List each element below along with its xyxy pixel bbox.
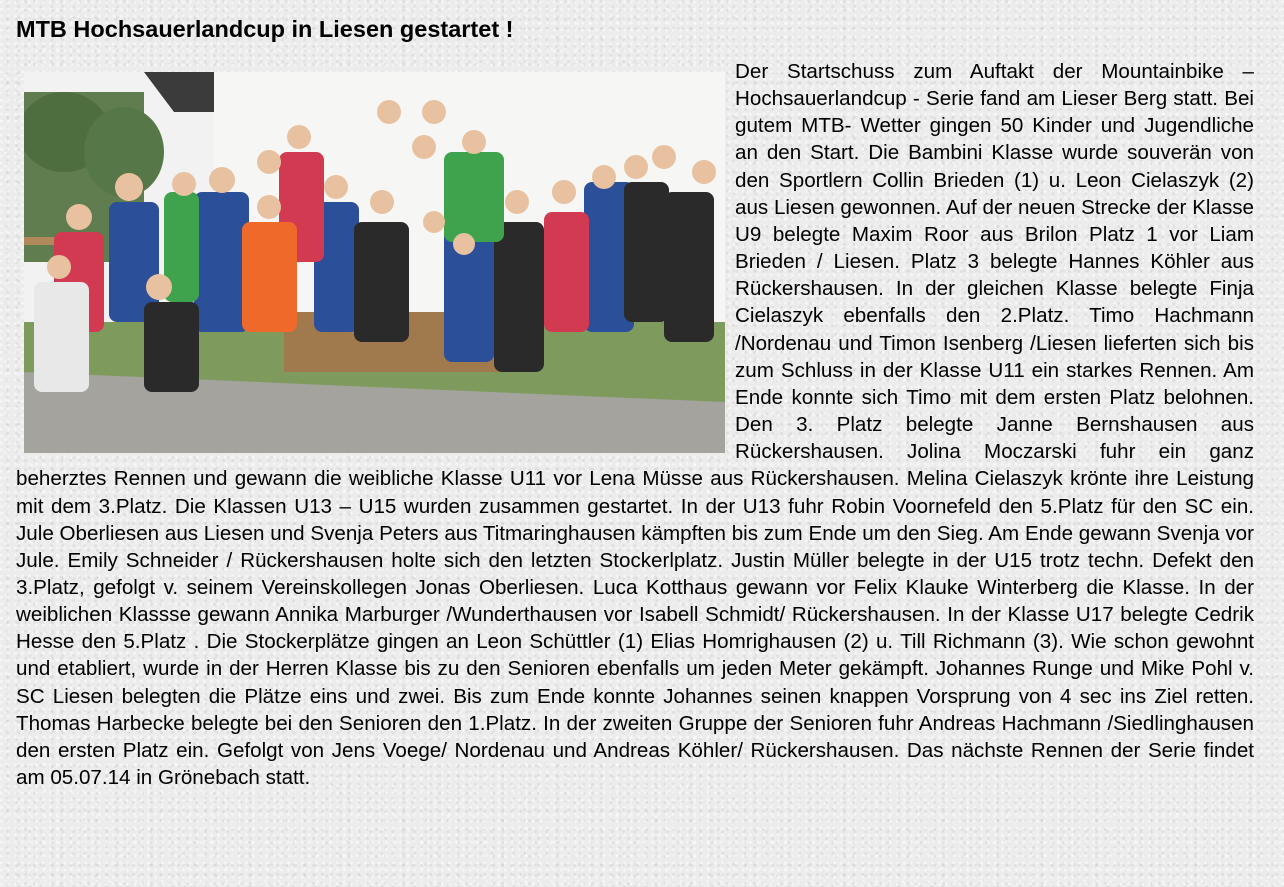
- group-photo: [24, 72, 725, 453]
- article-title: MTB Hochsauerlandcup in Liesen gestartet !: [16, 16, 514, 42]
- article-body: Der Startschuss zum Auftakt der Mountainbike – Hochsauerlandcup - Serie fand am Lieser Berg statt. Bei gutem MTB- Wetter gingen 50 Kinder und Jugendliche an den Start. Die Bambini Klasse wurde souverän von den Sportlern Collin Brieden (1) u. Leon Cielaszyk (2) aus Liesen gewonnen. Auf der neuen Strecke der Klasse U9 belegte Maxim Roor aus Brilon Platz 1 vor Liam Brieden / Liesen. Platz 3 belegte Hannes Köhler aus Rückershausen. In der gleichen Klasse belegte Finja Cielaszyk ebenfalls den 2.Platz. Timo Hachmann /Nordenau und Timon Isenberg /Liesen lieferten sich bis zum Schluss in der Klasse U11 ein starkes Rennen. Am Ende konnte sich Timo mit dem ersten Platz belohnen. Den 3. Platz belegte Janne Bernshausen aus Rückershausen. Jolina Moczarski fuhr ein ganz beherztes Rennen und gewann die weibliche Klasse U11 vor Lena Müsse aus Rückershausen. Melina Cielaszyk krönte ihre Leistung mit dem 3.Platz. Die Klassen U13 – U15 wurden zusammen gestartet. In der U13 fuhr Robin Voornefeld den 5.Platz für den SC ein. Jule Oberliesen aus Liesen und Svenja Peters aus Titmaringhausen kämpften bis zum Ende um den Sieg. Am Ende gewann Svenja vor Jule. Emily Schneider / Rückershausen holte sich den letzten Stockerlplatz. Justin Müller belegte in der U15 trotz techn. Defekt den 3.Platz, gefolgt v. seinem Vereinskollegen Jonas Oberliesen. Luca Kotthaus gewann vor Felix Klauke Winterberg die Klasse. In der weiblichen Klassse gewann Annika Marburger /Wunderthausen vor Isabell Schmidt/ Rückershausen. In der Klasse U17 belegte Cedrik Hesse den 5.Platz . Die Stockerplätze gingen an Leon Schüttler (1) Elias Homrighausen (2) u. Till Richmann (3). Wie schon gewohnt und etabliert, wurde in der Herren Klasse bis zu den Senioren ebenfalls um jeden Meter gekämpft. Johannes Runge und Mike Pohl v. SC Liesen belegten die Plätze eins und zwei. Bis zum Ende konnte Johannes seinen knappen Vorsprung von 4 sec ins Ziel retten. Thomas Harbecke belegte bei den Senioren den 1.Platz. In der zweiten Gruppe der Senioren fuhr Andreas Hachmann /Siedlinghausen den ersten Platz ein. Gefolgt von Jens Voege/ Nordenau und Andreas Köhler/ Rückershausen. Das nächste Rennen der Serie findet am 05.07.14 in Grönebach statt.: [16, 60, 1254, 790]
- article: [16, 14, 1254, 791]
